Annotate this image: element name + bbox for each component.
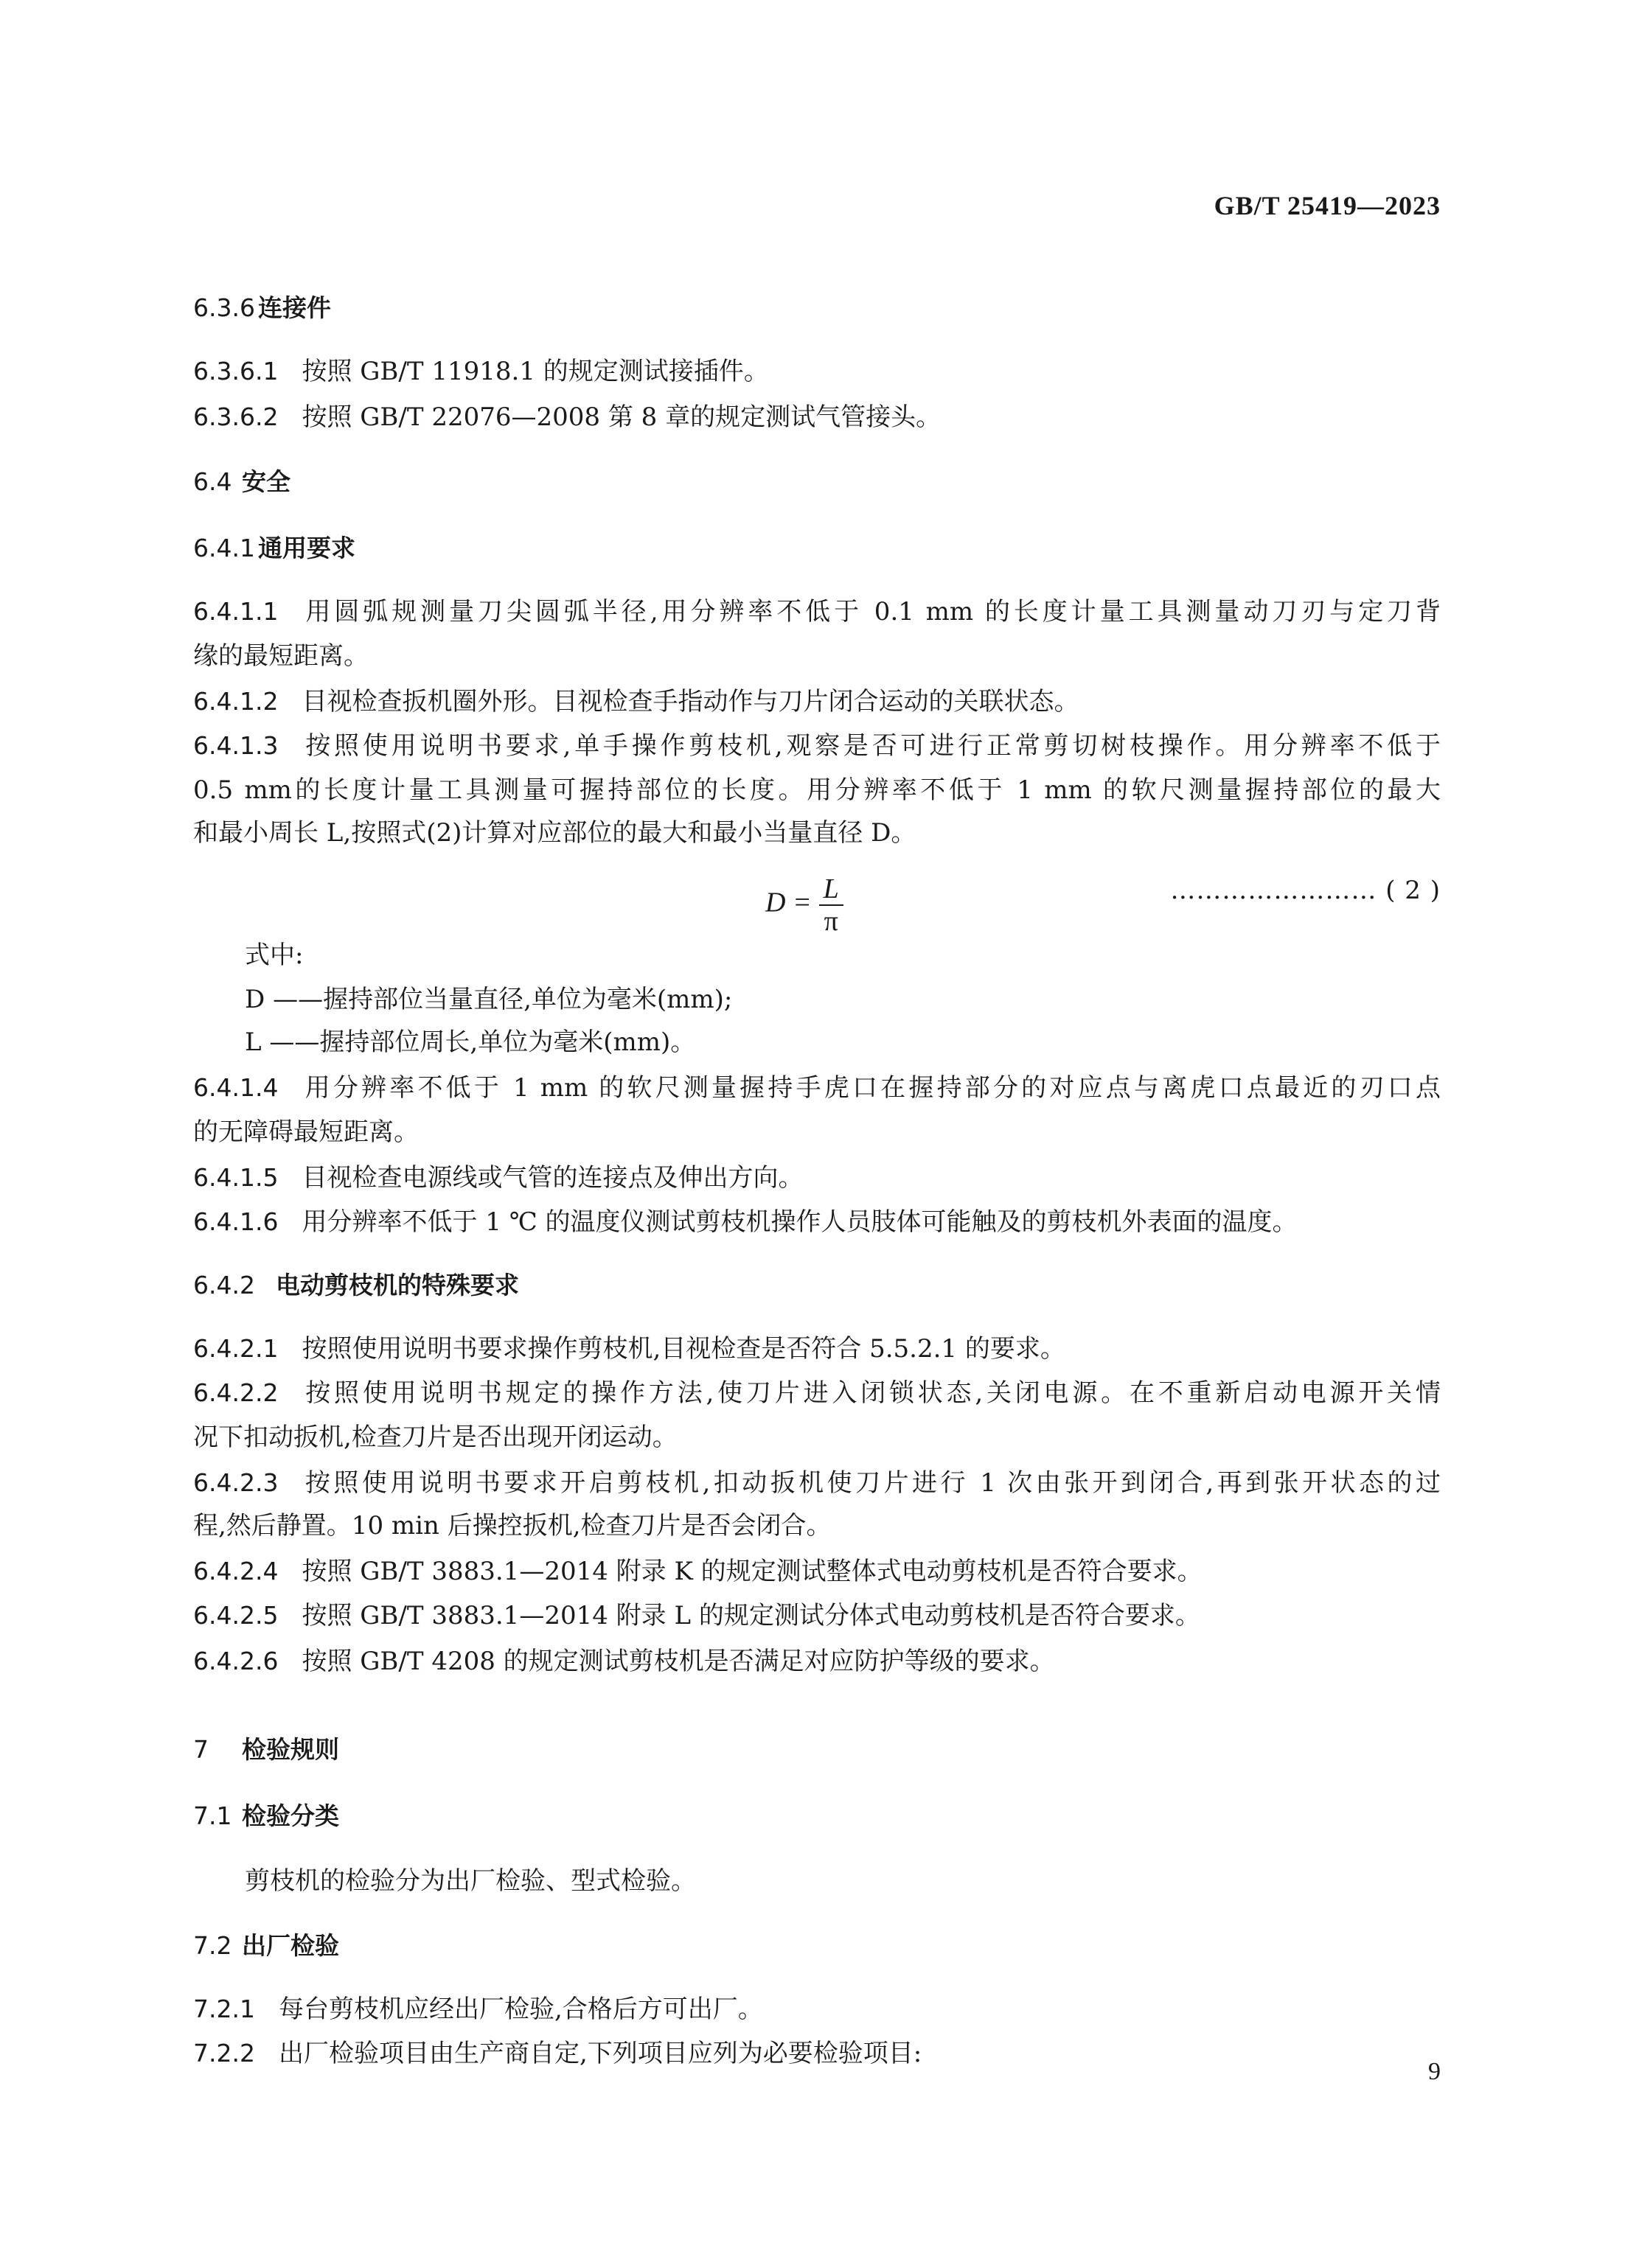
section-7-1-body: 剪枝机的检验分为出厂检验、型式检验。 — [245, 1866, 696, 1896]
clause-6-4-1-1-line2: 缘的最短距离。 — [193, 641, 369, 671]
heading-title: 检验规则 — [242, 1735, 339, 1764]
heading-6-4-2 — [193, 1269, 1441, 1302]
clause-number: 7.2.2 — [193, 2039, 255, 2068]
variable-d-definition: D ——握持部位当量直径,单位为毫米(mm); — [245, 985, 733, 1014]
clause-number: 6.4.1.2 — [193, 687, 279, 716]
variable-l-definition: L ——握持部位周长,单位为毫米(mm)。 — [245, 1027, 696, 1057]
clause-6-4-2-2-line2: 况下扣动扳机,检查刀片是否出现开闭运动。 — [193, 1423, 678, 1452]
clause-6-4-2-4 — [193, 1555, 1441, 1588]
clause-number: 6.4.2.6 — [193, 1647, 279, 1675]
clause-6-3-6-2 — [193, 401, 1441, 433]
clause-6-3-6-1 — [193, 355, 1441, 388]
clause-number: 6.4.2.3 — [193, 1468, 279, 1497]
clause-6-4-2-3-line1 — [193, 1467, 1441, 1499]
heading-number: 7.1 — [193, 1801, 232, 1830]
clause-text: 按照 GB/T 3883.1—2014 附录 K 的规定测试整体式电动剪枝机是否符合要求。 — [302, 1557, 1203, 1586]
clause-text: 每台剪枝机应经出厂检验,合格后方可出厂。 — [278, 1995, 763, 2024]
clause-6-4-2-3-line2: 程,然后静置。10 min 后操控扳机,检查刀片是否会闭合。 — [193, 1511, 832, 1541]
clause-text: 用分辨率不低于 1 ℃ 的温度仪测试剪枝机操作人员肢体可能触及的剪枝机外表面的温度。 — [302, 1207, 1298, 1237]
heading-number: 7 — [193, 1735, 209, 1764]
clause-number: 6.4.1.6 — [193, 1207, 279, 1236]
heading-number: 6.4.2 — [193, 1271, 255, 1299]
heading-title: 通用要求 — [258, 534, 355, 562]
clause-text: 0.5 mm的长度计量工具测量可握持部位的长度。用分辨率不低于 1 mm 的软尺测量握持部位的最大 — [193, 775, 1441, 805]
formula-numerator: L — [819, 873, 843, 906]
clause-text: 目视检查电源线或气管的连接点及伸出方向。 — [302, 1163, 804, 1193]
page-number: 9 — [1428, 2058, 1441, 2085]
clause-6-4-1-6 — [193, 1206, 1441, 1238]
clause-number: 6.4.1.3 — [193, 731, 279, 760]
clause-6-4-2-1 — [193, 1333, 1441, 1365]
clause-text: 目视检查扳机圈外形。目视检查手指动作与刀片闭合运动的关联状态。 — [302, 687, 1079, 716]
clause-text: 用圆弧规测量刀尖圆弧半径,用分辨率不低于 0.1 mm 的长度计量工具测量动刀刃与定刀背 — [302, 597, 1441, 627]
clause-6-4-1-3-line3: 和最小周长 L,按照式(2)计算对应部位的最大和最小当量直径 D。 — [193, 818, 916, 848]
clause-text: 用分辨率不低于 1 mm 的软尺测量握持手虎口在握持部分的对应点与离虎口点最近的刃口点 — [302, 1073, 1441, 1103]
clause-text: 按照使用说明书要求开启剪枝机,扣动扳机使刀片进行 1 次由张开到闭合,再到张开状态的过 — [302, 1468, 1441, 1498]
heading-6-4 — [193, 466, 1441, 498]
clause-6-4-2-5 — [193, 1599, 1441, 1632]
heading-title: 电动剪枝机的特殊要求 — [276, 1271, 519, 1299]
heading-7-1 — [193, 1800, 1441, 1832]
heading-title: 出厂检验 — [242, 1931, 339, 1960]
clause-text: 出厂检验项目由生产商自定,下列项目应列为必要检验项目: — [278, 2039, 922, 2068]
heading-number: 6.3.6 — [193, 293, 255, 322]
formula-denominator: π — [824, 906, 838, 937]
clause-7-2-1 — [193, 1993, 1441, 2026]
heading-7-2 — [193, 1930, 1441, 1962]
heading-number: 7.2 — [193, 1931, 232, 1960]
heading-title: 连接件 — [258, 293, 331, 322]
formula-fraction — [819, 873, 843, 937]
clause-text: 按照 GB/T 4208 的规定测试剪枝机是否满足对应防护等级的要求。 — [302, 1647, 1055, 1676]
clause-number: 6.4.2.2 — [193, 1378, 279, 1407]
heading-title: 安全 — [242, 467, 290, 496]
equation-number: …………………… ( 2 ) — [1170, 876, 1441, 905]
clause-7-2-2 — [193, 2037, 1441, 2070]
clause-number: 6.4.1.4 — [193, 1073, 279, 1102]
clause-number: 6.3.6.2 — [193, 402, 279, 431]
clause-text: 按照 GB/T 3883.1—2014 附录 L 的规定测试分体式电动剪枝机是否符合要求。 — [302, 1601, 1200, 1630]
clause-text: 按照使用说明书规定的操作方法,使刀片进入闭锁状态,关闭电源。在不重新启动电源开关情 — [302, 1378, 1441, 1408]
clause-6-4-1-4-line1 — [193, 1072, 1441, 1104]
clause-6-4-1-3-line2 — [193, 774, 1441, 806]
standard-code-header: GB/T 25419—2023 — [1214, 191, 1441, 220]
clause-number: 6.3.6.1 — [193, 357, 279, 385]
clause-6-4-2-6 — [193, 1645, 1441, 1678]
clause-text: 按照 GB/T 22076—2008 第 8 章的规定测试气管接头。 — [302, 402, 942, 432]
heading-6-3-6 — [193, 292, 1441, 324]
clause-number: 6.4.2.4 — [193, 1557, 279, 1585]
heading-6-4-1 — [193, 532, 1441, 565]
formula-2 — [765, 873, 843, 937]
heading-number: 6.4 — [193, 467, 232, 496]
clause-6-4-1-3-line1 — [193, 730, 1441, 762]
heading-number: 6.4.1 — [193, 534, 255, 562]
clause-number: 6.4.1.5 — [193, 1163, 279, 1192]
clause-number: 6.4.1.1 — [193, 597, 279, 626]
clause-6-4-1-2 — [193, 685, 1441, 718]
clause-text: 按照使用说明书要求操作剪枝机,目视检查是否符合 5.5.2.1 的要求。 — [302, 1334, 1065, 1364]
where-intro: 式中: — [245, 941, 304, 970]
clause-text: 按照使用说明书要求,单手操作剪枝机,观察是否可进行正常剪切树枝操作。用分辨率不低于 — [302, 731, 1441, 761]
clause-6-4-1-1-line1 — [193, 596, 1441, 628]
clause-number: 7.2.1 — [193, 1995, 255, 2023]
clause-6-4-2-2-line1 — [193, 1377, 1441, 1409]
clause-number: 6.4.2.5 — [193, 1601, 279, 1630]
clause-number: 6.4.2.1 — [193, 1334, 279, 1363]
heading-title: 检验分类 — [242, 1801, 339, 1830]
heading-7 — [193, 1734, 1441, 1766]
clause-6-4-1-4-line2: 的无障碍最短距离。 — [193, 1117, 419, 1147]
clause-text: 按照 GB/T 11918.1 的规定测试接插件。 — [302, 357, 769, 386]
formula-lhs: D = — [765, 887, 812, 918]
clause-6-4-1-5 — [193, 1162, 1441, 1194]
